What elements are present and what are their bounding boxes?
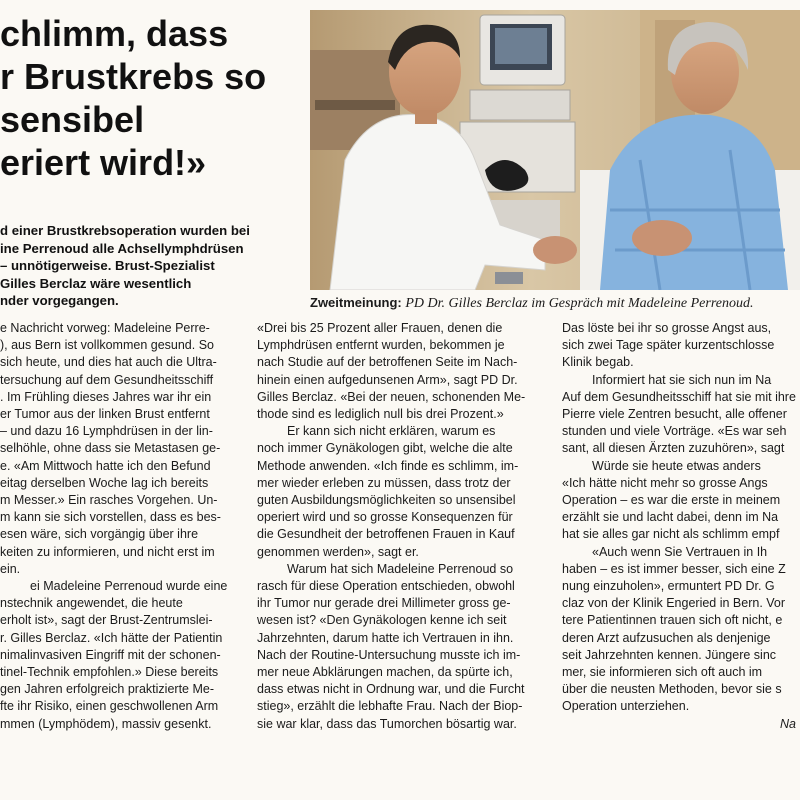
text-line: Klinik begab. xyxy=(562,355,634,370)
text-line: sie war klar, dass das Tumorchen bösartig war. xyxy=(257,716,517,731)
article-headline xyxy=(0,12,300,184)
lead-line-4: Gilles Berclaz wäre wesentlich xyxy=(0,275,192,291)
text-line: Lymphdrüsen entfernt wurden, bekommen je xyxy=(257,338,505,353)
article-lead xyxy=(0,222,300,310)
text-line: e. «Am Mittwoch hatte ich den Befund xyxy=(0,458,211,473)
article-column-3 xyxy=(562,320,800,790)
text-line: hinein einen aufgedunsenen Arm», sagt PD Dr. xyxy=(257,372,518,387)
article-column-1 xyxy=(0,320,243,790)
text-line: haben – es ist immer besser, sich eine Z xyxy=(562,561,786,576)
text-line: nung einzuholen», ermuntert PD Dr. G xyxy=(562,579,775,594)
text-line: sich zwei Tage später kurzentschlosse xyxy=(562,338,775,353)
text-line: fte ihr Risiko, einen geschwollenen Arm xyxy=(0,699,219,714)
text-line: Pierre viele Zentren besucht, alle offener xyxy=(562,407,787,422)
text-line: Er kann sich nicht erklären, warum es xyxy=(287,424,496,439)
text-line: . Im Frühling dieses Jahres war ihr ein xyxy=(0,389,212,404)
text-line: erzählt sie und lacht dabei, denn im Na xyxy=(562,510,779,525)
text-line: – und dazu 16 Lymphdrüsen in der lin- xyxy=(0,424,213,439)
text-line: genommen werden», sagt er. xyxy=(257,544,419,559)
headline-line-3: sensibel xyxy=(0,99,145,140)
text-line: ein. xyxy=(0,561,21,576)
text-line: hat sie alles gar nicht als schlimm empf xyxy=(562,527,780,542)
text-line: mer wieder erleben zu müssen, dass trotz der xyxy=(257,475,511,490)
text-line: stunden und viele Vorträge. «Es war seh xyxy=(562,424,787,439)
text-line: nstechnik angewendet, die heute xyxy=(0,596,183,611)
text-line: die Gesundheit der betroffenen Frauen in Kauf xyxy=(257,527,515,542)
text-line: thode sind es lediglich null bis drei Prozent.» xyxy=(257,407,504,422)
text-line: esen wäre, sich vorgängig über ihre xyxy=(0,527,199,542)
text-line: Jahrzehnten, darum hatte ich Vertrauen in ihn. xyxy=(257,630,514,645)
lead-line-2: ine Perrenoud alle Achsellymphdrüsen xyxy=(0,240,244,256)
text-line: e Nachricht vorweg: Madeleine Perre- xyxy=(0,321,210,335)
text-line: mer neue Abklärungen machen, da spürte ich, xyxy=(257,665,513,680)
text-line: m kann sie sich vorstellen, dass es bes- xyxy=(0,510,221,525)
text-line: nach Studie auf der betroffenen Seite im Nach- xyxy=(257,355,518,370)
text-line: gen Jahren erfolgreich praktizierte Me- xyxy=(0,682,214,697)
text-line: Na xyxy=(780,716,796,731)
text-line: Methode anwenden. «Ich finde es schlimm, im- xyxy=(257,458,519,473)
photo-illustration xyxy=(310,10,800,290)
text-line: «Ich hätte nicht mehr so grosse Angs xyxy=(562,475,768,490)
headline-line-1: chlimm, dass xyxy=(0,13,229,54)
text-line: r. Gilles Berclaz. «Ich hätte der Patientin xyxy=(0,630,223,645)
text-line: claz von der Klinik Engeried in Bern. Vor xyxy=(562,596,786,611)
text-line: Informiert hat sie sich nun im Na xyxy=(592,372,772,387)
text-line: er Tumor aus der linken Brust entfernt xyxy=(0,407,210,422)
text-line: nimalinvasiven Eingriff mit der schonen- xyxy=(0,647,221,662)
text-line: wesen ist? «Den Gynäkologen kenne ich seit xyxy=(257,613,507,628)
text-line: dass etwas nicht in Ordnung war, und die Furcht xyxy=(257,682,525,697)
text-line: Das löste bei ihr so grosse Angst aus, xyxy=(562,321,772,335)
text-line: seit Jahrzehnten kennen. Jüngere sinc xyxy=(562,647,777,662)
text-line: mer, sie informieren sich oft auch im xyxy=(562,665,763,680)
text-line: Nach der Routine-Untersuchung musste ich im- xyxy=(257,647,521,662)
lead-line-1: d einer Brustkrebsoperation wurden bei xyxy=(0,223,250,238)
headline-line-2: r Brustkrebs so xyxy=(0,56,267,97)
text-line: sich heute, und dies hat auch die Ultra- xyxy=(0,355,217,370)
text-line: tere Patientinnen trauen sich oft nicht, e xyxy=(562,613,783,628)
text-line: erholt ist», sagt der Brust-Zentrumslei- xyxy=(0,613,213,628)
text-line: sant, all diesen Ärzten zuzuhören», sagt xyxy=(562,441,785,456)
article-photo xyxy=(310,10,800,290)
article-column-2 xyxy=(257,320,548,790)
text-line: «Auch wenn Sie Vertrauen in Ih xyxy=(592,544,768,559)
text-line: stieg», erzählt die lebhafte Frau. Nach der Biop- xyxy=(257,699,523,714)
lead-line-3: – unnötigerweise. Brust-Spezialist xyxy=(0,258,215,273)
text-line: ei Madeleine Perrenoud wurde eine xyxy=(30,579,228,594)
text-line: Operation – es war die erste in meinem xyxy=(562,493,781,508)
text-line: selhöhle, ohne dass sie Metastasen ge- xyxy=(0,441,221,456)
text-line: operiert wird und so grosse Konsequenzen für xyxy=(257,510,513,525)
caption-text: PD Dr. Gilles Berclaz im Gespräch mit Madeleine Perrenoud. xyxy=(405,296,754,311)
text-line: «Drei bis 25 Prozent aller Frauen, denen die xyxy=(257,321,503,335)
text-line: Operation unterziehen. xyxy=(562,699,690,714)
text-line: tinel-Technik empfohlen.» Diese bereits xyxy=(0,665,219,680)
text-line: Warum hat sich Madeleine Perrenoud so xyxy=(287,561,514,576)
text-line: Auf dem Gesundheitsschiff hat sie mit ihre xyxy=(562,389,796,404)
text-line: deren Arzt aufzusuchen als denjenige xyxy=(562,630,771,645)
text-line: über die neusten Methoden, bevor sie s xyxy=(562,682,782,697)
lead-line-5: nder vorgegangen. xyxy=(0,293,119,308)
headline-line-4: eriert wird!» xyxy=(0,142,207,183)
photo-caption xyxy=(310,295,800,312)
text-line: Würde sie heute etwas anders xyxy=(592,458,761,473)
text-line: rasch für diese Operation entschieden, obwohl xyxy=(257,579,515,594)
text-line: tersuchung auf dem Gesundheitsschiff xyxy=(0,372,214,387)
text-line: m Messer.» Ein rasches Vorgehen. Un- xyxy=(0,493,218,508)
text-line: noch immer Gynäkologen gibt, welche die alte xyxy=(257,441,513,456)
text-line: keiten zu informieren, und nicht erst im xyxy=(0,544,215,559)
text-line: ), aus Bern ist vollkommen gesund. So xyxy=(0,338,214,353)
text-line: Gilles Berclaz. «Bei der neuen, schonenden Me- xyxy=(257,389,526,404)
caption-label: Zweitmeinung: xyxy=(310,295,402,310)
text-line: ihr Tumor nur gerade drei Millimeter gross ge- xyxy=(257,596,511,611)
text-line: mmen (Lymphödem), massiv gesenkt. xyxy=(0,716,212,731)
text-line: guten Ausbildungsmöglichkeiten so unsensibel xyxy=(257,493,516,508)
text-line: eitag derselben Woche lag ich bereits xyxy=(0,475,209,490)
